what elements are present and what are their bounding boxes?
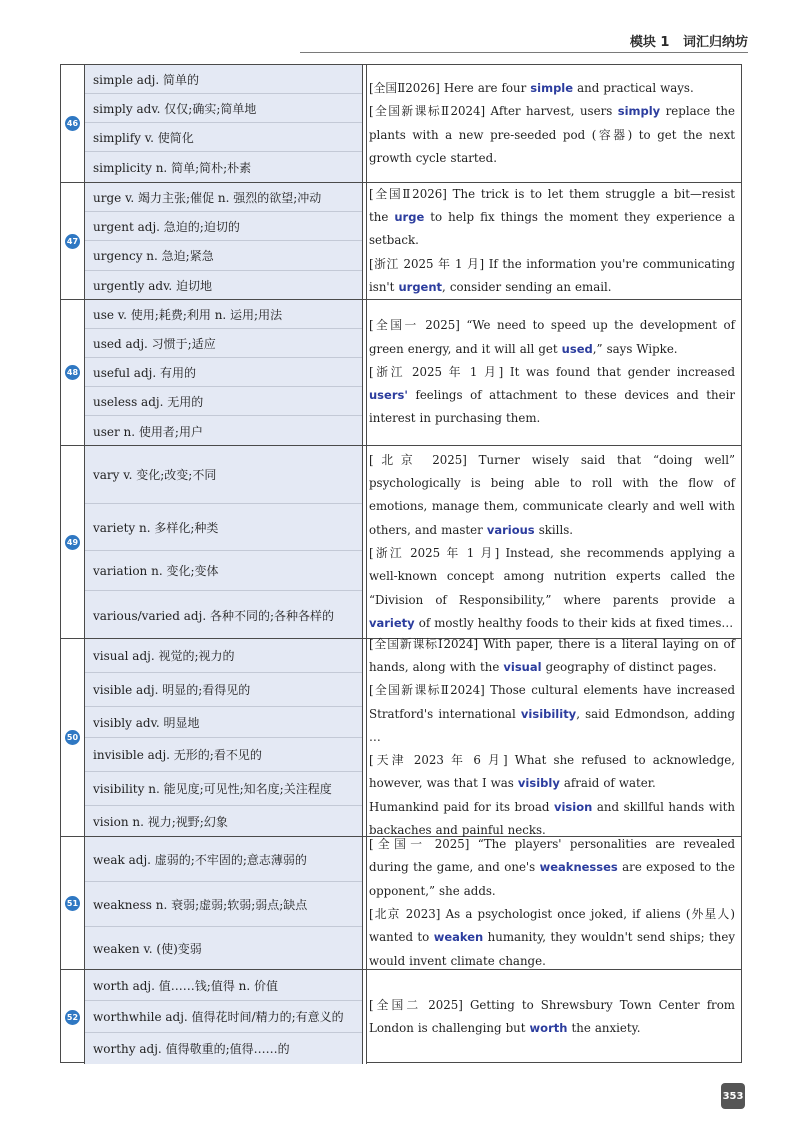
example-sentences-column — [367, 300, 741, 445]
example-sentences-column — [367, 837, 741, 969]
sentence-text: and practical ways. — [573, 80, 694, 95]
highlighted-keyword: used — [561, 341, 593, 356]
sentence-text: [浙江 2025 年 1 月] Instead, she recommends applying a well-known concept among nutrition experts called the “Division of Responsibility,” where parents provide a — [369, 546, 735, 607]
word-entry: simply adv. 仅仅;确实;简单地 — [85, 94, 362, 123]
sentence-text: [全国二 2025] Getting to Shrewsbury Town Center from London is challenging but — [369, 997, 735, 1035]
word-family-column — [85, 970, 363, 1064]
vocab-group-row — [61, 970, 741, 1064]
module-title: 模块 1 词汇归纳坊 — [629, 35, 748, 50]
group-number-cell — [61, 65, 85, 182]
sentence-text: , consider sending an email. — [442, 279, 612, 294]
word-family-column — [85, 837, 363, 969]
group-number-badge: 49 — [65, 535, 80, 550]
header-divider — [300, 52, 748, 53]
highlighted-keyword: vision — [553, 799, 593, 814]
page-number: 353 — [721, 1083, 745, 1109]
word-entry: simplicity n. 简单;简朴;朴素 — [93, 161, 252, 175]
word-entry: vary v. 变化;改变;不同 — [85, 446, 362, 504]
word-entry: worthy adj. 值得敬重的;值得……的 — [93, 1042, 290, 1056]
word-entry: worthwhile adj. 值得花时间/精力的;有意义的 — [85, 1001, 362, 1033]
word-entry: visibility n. 能见度;可见性;知名度;关注程度 — [85, 772, 362, 806]
group-number-badge: 52 — [65, 1010, 80, 1025]
vocab-group-row — [61, 446, 741, 639]
highlighted-keyword: weaken — [433, 930, 484, 945]
sentence-text: skills. — [534, 522, 574, 537]
sentence-text: [全国新课标Ⅱ2024] Those cultural elements have increased Stratford's international — [369, 683, 735, 721]
group-number-cell — [61, 970, 85, 1064]
vocab-group-row — [61, 65, 741, 183]
vocab-group-row — [61, 837, 741, 970]
example-sentence — [369, 749, 735, 796]
example-sentence — [369, 994, 735, 1041]
sentence-text: [全国一 2025] “We need to speed up the development of green energy, and it will all get — [369, 318, 735, 356]
group-number-cell — [61, 837, 85, 969]
word-entry: invisible adj. 无形的;看不见的 — [85, 738, 362, 772]
example-sentence — [369, 903, 735, 973]
sentence-text: humanity, they wouldn't send ships; they would invent climate change. — [369, 930, 735, 968]
word-entry: urgent adj. 急迫的;迫切的 — [85, 212, 362, 241]
page-header — [428, 22, 748, 50]
group-number-cell — [61, 639, 85, 836]
group-number-cell — [61, 446, 85, 638]
sentence-text: Humankind paid for its broad — [369, 799, 554, 814]
highlighted-keyword: visual — [503, 659, 542, 674]
word-entry: urgency n. 急迫;紧急 — [85, 241, 362, 271]
sentence-text: and skillful hands with backaches and painful necks. — [369, 799, 735, 838]
word-entry: used adj. 习惯于;适应 — [85, 329, 362, 358]
sentence-text: geography of distinct pages. — [541, 659, 717, 674]
vocab-group-row — [61, 183, 741, 300]
group-number-badge: 50 — [65, 730, 80, 745]
sentence-text: [全国一 2025] “The players' personalities are revealed during the game, and one's — [369, 837, 735, 875]
example-sentence — [369, 679, 735, 749]
highlighted-keyword: variety — [369, 615, 415, 630]
word-entry: visibly adv. 明显地 — [85, 707, 362, 738]
sentence-text: the anxiety. — [567, 1021, 641, 1035]
highlighted-keyword: users' — [369, 388, 408, 403]
group-number-badge: 46 — [65, 116, 80, 131]
example-sentence — [369, 100, 735, 170]
word-entry: worth adj. 值……钱;值得 n. 价值 — [85, 970, 362, 1001]
highlighted-keyword: visibility — [520, 706, 577, 721]
group-number-badge: 47 — [65, 234, 80, 249]
word-entry: variation n. 变化;变体 — [85, 551, 362, 591]
highlighted-keyword: simple — [530, 80, 574, 95]
word-entry: weak adj. 虚弱的;不牢固的;意志薄弱的 — [85, 837, 362, 882]
example-sentence — [369, 183, 735, 253]
example-sentence — [369, 77, 735, 100]
sentence-text: replace the plants with a new pre-seeded pod (容器) to get the next growth cycle started. — [369, 104, 735, 165]
sentence-text: [全国Ⅱ2026] The trick is to let them struggle a bit—resist the — [369, 186, 735, 225]
vocabulary-table — [60, 64, 742, 1063]
word-family-column — [85, 639, 363, 836]
word-entry: user n. 使用者;用户 — [93, 424, 203, 439]
vocab-group-row — [61, 636, 741, 838]
example-sentence — [369, 361, 735, 431]
word-entry: various/varied adj. 各种不同的;各种各样的 — [93, 608, 334, 623]
sentence-text: feelings of attachment to these devices and their interest in purchasing them. — [369, 388, 735, 426]
highlighted-keyword: various — [486, 522, 535, 537]
word-family-column — [85, 65, 363, 182]
group-number-cell — [61, 183, 85, 299]
word-family-column — [85, 183, 363, 299]
word-entry: variety n. 多样化;种类 — [85, 504, 362, 551]
word-family-column — [85, 300, 363, 445]
highlighted-keyword: weaknesses — [539, 860, 618, 875]
example-sentence — [369, 449, 735, 542]
highlighted-keyword: worth — [529, 1021, 568, 1035]
example-sentences-column — [367, 183, 741, 299]
vocab-group-row — [61, 300, 741, 446]
word-entry: weaken v. (使)变弱 — [93, 942, 202, 956]
highlighted-keyword: visibly — [517, 776, 560, 791]
sentence-text: afraid of water. — [559, 776, 656, 791]
highlighted-keyword: simply — [617, 104, 661, 119]
sentence-text: [全国新课标Ⅱ2024] After harvest, users — [369, 104, 618, 119]
group-number-badge: 51 — [65, 896, 80, 911]
sentence-text: [天津 2023 年 6 月] What she refused to acknowledge, however, was that I was — [369, 753, 735, 791]
highlighted-keyword: urgent — [398, 279, 443, 294]
word-entry: urge v. 竭力主张;催促 n. 强烈的欲望;冲动 — [85, 183, 362, 212]
sentence-text: are exposed to the opponent,” she adds. — [369, 860, 735, 898]
highlighted-keyword: urge — [394, 210, 425, 225]
word-family-column — [85, 446, 363, 638]
word-entry: urgently adv. 迫切地 — [93, 279, 213, 293]
word-entry: useless adj. 无用的 — [85, 387, 362, 416]
word-entry: visible adj. 明显的;看得见的 — [85, 673, 362, 707]
example-sentence — [369, 633, 735, 680]
sentence-text: of mostly healthy foods to their kids at fixed times… — [414, 615, 734, 630]
sentence-text: [浙江 2025 年 1 月] If the information you're communicating isn't — [369, 256, 735, 294]
word-entry: simplify v. 使简化 — [85, 123, 362, 152]
example-sentence — [369, 833, 735, 903]
group-number-badge: 48 — [65, 365, 80, 380]
example-sentence — [369, 314, 735, 361]
sentence-text: [北京 2025] Turner wisely said that “doing well” psychologically is being able to roll with the flow of emotions, manage them, communicate clearly and well with others, and master — [369, 452, 735, 537]
sentence-text: [全国新课标Ⅰ2024] With paper, there is a literal laying on of hands, along with the — [369, 636, 735, 674]
sentence-text: to help fix things the moment they experience a setback. — [369, 210, 735, 248]
example-sentences-column — [367, 65, 741, 182]
sentence-text: [全国Ⅱ2026] Here are four — [369, 80, 531, 95]
sentence-text: [浙江 2025 年 1 月] It was found that gender increased — [369, 364, 735, 379]
word-entry: useful adj. 有用的 — [85, 358, 362, 387]
group-number-cell — [61, 300, 85, 445]
example-sentences-column — [367, 446, 741, 638]
word-entry: visual adj. 视觉的;视力的 — [85, 639, 362, 673]
word-entry: weakness n. 衰弱;虚弱;软弱;弱点;缺点 — [85, 882, 362, 927]
word-entry: use v. 使用;耗费;利用 n. 运用;用法 — [85, 300, 362, 329]
sentence-text: , said Edmondson, adding … — [369, 706, 735, 744]
example-sentence — [369, 253, 735, 300]
example-sentence — [369, 542, 735, 635]
example-sentences-column — [367, 970, 741, 1064]
word-entry: vision n. 视力;视野;幻象 — [93, 815, 228, 829]
sentence-text: ,” says Wipke. — [592, 341, 678, 356]
example-sentences-column — [367, 636, 741, 838]
word-entry: simple adj. 简单的 — [85, 65, 362, 94]
sentence-text: [北京 2023] As a psychologist once joked, if aliens (外星人) wanted to — [369, 907, 735, 945]
